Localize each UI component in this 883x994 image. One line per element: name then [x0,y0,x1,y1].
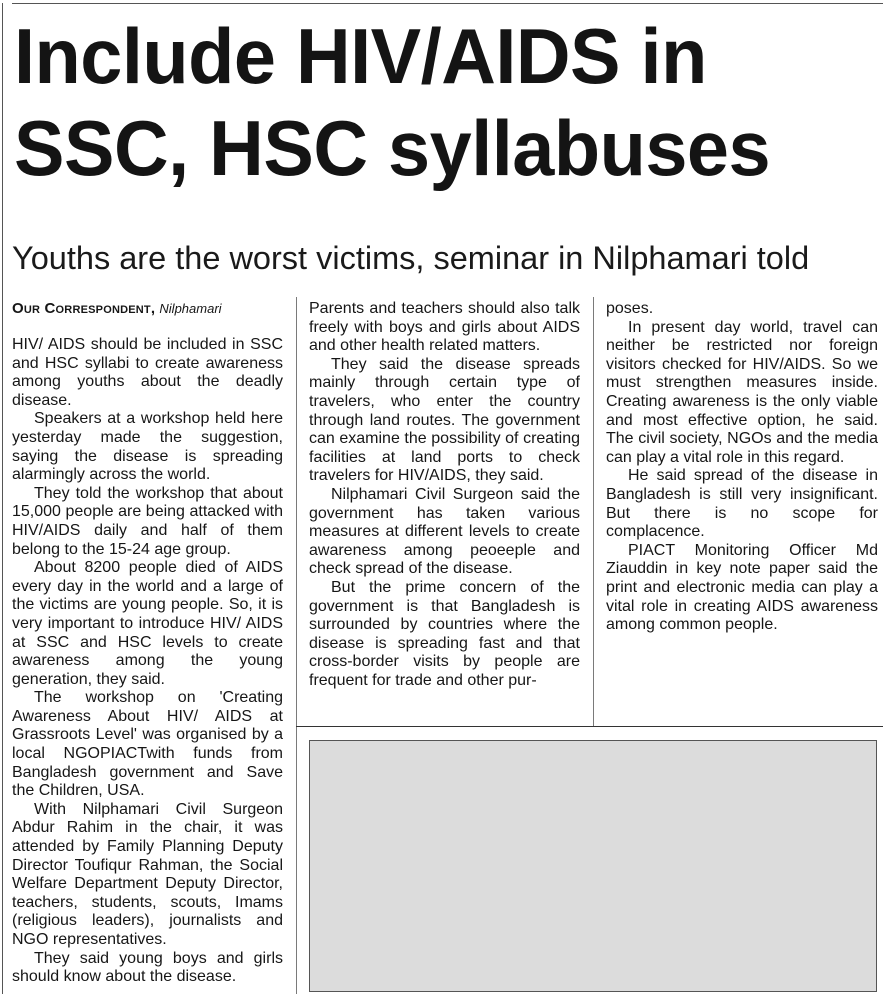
paragraph: Nilphamari Civil Surgeon said the government has taken various measures at different levels to create awareness among peoeeple and check spread of the disease. [309,485,580,578]
paragraph: poses. [606,300,654,317]
paragraph: They said young boys and girls should know about the disease. [12,949,283,986]
column-divider [593,297,594,727]
article-column-1 [12,300,283,994]
page-left-border [2,3,3,994]
section-divider [296,726,883,727]
paragraph: But the prime concern of the government is that Bangladesh is surrounded by countries where the disease is spreading fast and that cross-border visits by people are frequent for trade and other pur- [309,578,580,689]
paragraph: Speakers at a workshop held here yesterday made the suggestion, saying the disease is spreading alarmingly across the world. [12,410,283,484]
paragraph: Parents and teachers should also talk freely with boys and girls about AIDS and other health related matters. [309,300,580,355]
article-column-2 [309,300,580,690]
byline-author: Our Correspondent, [12,300,156,317]
paragraph: In present day world, travel can neither be restricted nor foreign visitors checked for HIV/AIDS. So we must strengthen measures inside. Creating awareness is the only viable and most effective option, he said. The civil society, NGOs and the media can play a vital role in this regard. [606,318,878,466]
paragraph: The workshop on 'Creating Awareness About HIV/ AIDS at Grassroots Level' was organised by a local NGOPIACTwith funds from Bangladesh government and Save the Children, USA. [12,689,283,800]
paragraph: PIACT Monitoring Officer Md Ziauddin in key note paper said the print and electronic media can play a vital role in creating AIDS awareness among common people. [606,541,878,634]
paragraph: They told the workshop that about 15,000 people are being attacked with HIV/AIDS daily and half of them belong to the 15-24 age group. [12,484,283,558]
paragraph: With Nilphamari Civil Surgeon Abdur Rahim in the chair, it was attended by Family Planning Deputy Director Toufiqur Rahman, the Social Welfare Department Deputy Director, teachers, students, scouts, Imams (religious leaders), journalists and NGO representatives. [12,800,283,948]
paragraph: About 8200 people died of AIDS every day in the world and a large of the victims are young people. So, it is very important to introduce HIV/ AIDS at SSC and HSC levels to create awareness among the young generation, they said. [12,559,283,688]
paragraph: He said spread of the disease in Bangladesh is still very insignificant. But there is no scope for complacence. [606,467,878,541]
article-headline: Include HIV/AIDS in SSC, HSC syllabuses [14,12,771,192]
byline-place: Nilphamari [159,301,222,316]
page-top-border [12,3,883,4]
image-placeholder [309,740,877,992]
article-subheadline: Youths are the worst victims, seminar in Nilphamari told [12,240,810,276]
column-divider [296,297,297,994]
paragraph: HIV/ AIDS should be included in SSC and HSC syllabi to create awareness among youths about the deadly disease. [12,336,283,409]
byline [12,300,283,318]
paragraph: They said the disease spreads mainly through certain type of travelers, who enter the country through land routes. The government can examine the possibility of creating facilities at land ports to check travelers for HIV/AIDS, they said. [309,355,580,485]
article-column-3 [606,300,878,635]
